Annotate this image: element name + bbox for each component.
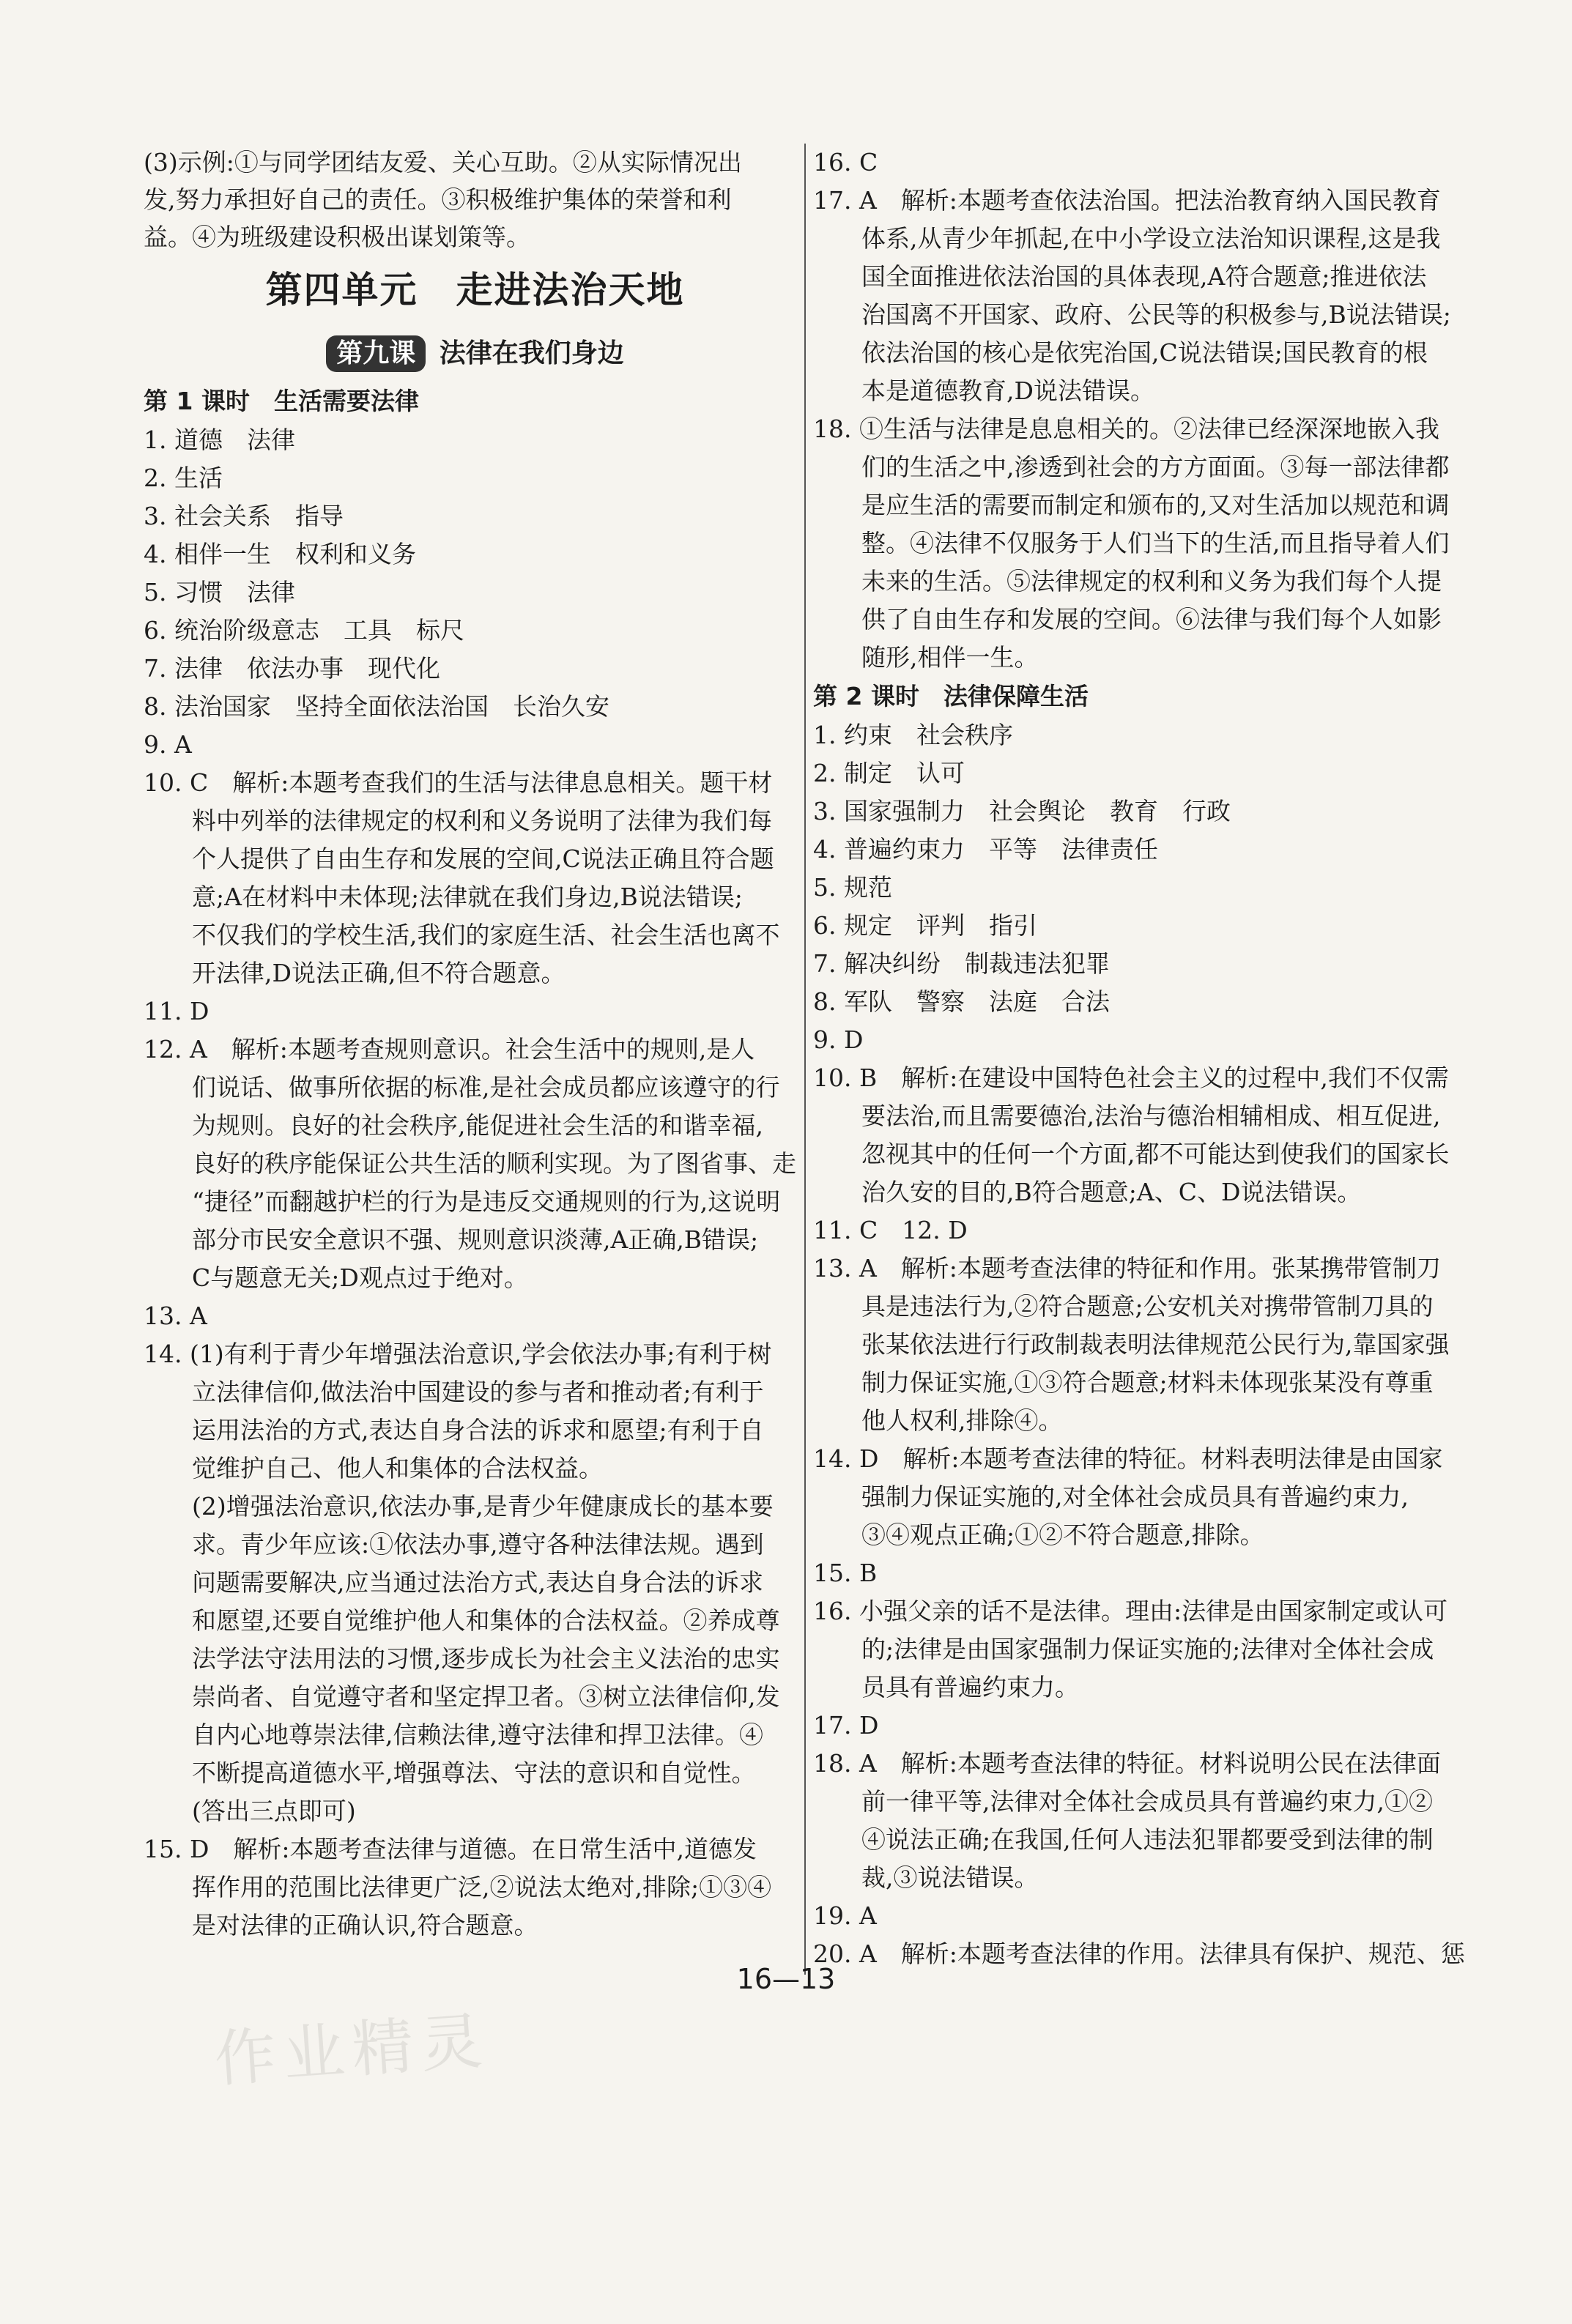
answer-line: 16. 小强父亲的话不是法律。理由:法律是由国家制定或认可 <box>813 1597 1448 1625</box>
answer-line: 的;法律是由国家强制力保证实施的;法律对全体社会成 <box>813 1635 1434 1663</box>
answer-line: 求。青少年应该:①依法办事,遵守各种法律法规。遇到 <box>144 1530 764 1559</box>
answer-line: 法学法守法用法的习惯,逐步成长为社会主义法治的忠实 <box>144 1644 780 1673</box>
watermark: 作业精灵 <box>212 2004 492 2095</box>
answer-line: 9. A <box>144 730 192 759</box>
answer-line: 部分市民安全意识不强、规则意识淡薄,A正确,B错误; <box>144 1225 759 1254</box>
answer-line: 依法治国的核心是依宪治国,C说法错误;国民教育的根 <box>813 338 1428 367</box>
answer-list-left <box>144 421 807 1945</box>
answer-line: 5. 习惯 法律 <box>144 578 295 606</box>
answer-line: 7. 解决纠纷 制裁违法犯罪 <box>813 949 1110 978</box>
answer-list-right-a <box>813 144 1476 677</box>
answer-line: 16. C <box>813 148 878 177</box>
answer-line: 治久安的目的,B符合题意;A、C、D说法错误。 <box>813 1178 1362 1206</box>
answer-line: 15. D 解析:本题考查法律与道德。在日常生活中,道德发 <box>144 1835 757 1863</box>
answer-line: 崇尚者、自觉遵守者和坚定捍卫者。③树立法律信仰,发 <box>144 1682 780 1711</box>
answer-line: (2)增强法治意识,依法办事,是青少年健康成长的基本要 <box>144 1492 774 1521</box>
answer-line: 6. 规定 评判 指引 <box>813 911 1037 940</box>
answer-line: 8. 军队 警察 法庭 合法 <box>813 987 1110 1016</box>
answer-line: 12. A 解析:本题考查规则意识。社会生活中的规则,是人 <box>144 1035 755 1063</box>
answer-line: 员具有普遍约束力。 <box>813 1673 1079 1701</box>
answer-line: ③④观点正确;①②不符合题意,排除。 <box>813 1521 1264 1549</box>
answer-line: 是对法律的正确认识,符合题意。 <box>144 1911 538 1939</box>
answer-list-right-b <box>813 716 1476 1973</box>
answer-line: 开法律,D说法正确,但不符合题意。 <box>144 959 566 987</box>
answer-line: 10. B 解析:在建设中国特色社会主义的过程中,我们不仅需 <box>813 1063 1449 1092</box>
answer-line: 3. 国家强制力 社会舆论 教育 行政 <box>813 797 1231 825</box>
answer-line: 9. D <box>813 1025 864 1054</box>
answer-line: 挥作用的范围比法律更广泛,②说法太绝对,排除;①③④ <box>144 1873 772 1901</box>
answer-line: 意;A在材料中未体现;法律就在我们身边,B说法错误; <box>144 883 743 911</box>
answer-line: 供了自由生存和发展的空间。⑥法律与我们每个人如影 <box>813 605 1442 634</box>
answer-line: 2. 生活 <box>144 464 223 492</box>
intro-answer <box>144 144 807 256</box>
answer-line: 自内心地尊崇法律,信赖法律,遵守法律和捍卫法律。④ <box>144 1720 763 1749</box>
page-number: 16—13 <box>736 1963 836 1995</box>
lesson-title: 法律在我们身边 <box>439 338 624 368</box>
answer-line: 前一律平等,法律对全体社会成员具有普遍约束力,①② <box>813 1787 1433 1816</box>
lesson-heading <box>144 324 807 382</box>
answer-line: 问题需要解决,应当通过法治方式,表达自身合法的诉求 <box>144 1568 763 1597</box>
answer-line: 11. D <box>144 997 210 1025</box>
answer-line: 7. 法律 依法办事 现代化 <box>144 654 440 683</box>
answer-line: 张某依法进行行政制裁表明法律规范公民行为,靠国家强 <box>813 1330 1450 1359</box>
answer-line: 14. D 解析:本题考查法律的特征。材料表明法律是由国家 <box>813 1444 1443 1473</box>
answer-line: 他人权利,排除④。 <box>813 1406 1063 1435</box>
answer-line: (3)示例:①与同学团结友爱、关心互助。②从实际情况出 <box>144 148 742 177</box>
answer-line: 11. C 12. D <box>813 1216 968 1244</box>
answer-line: 20. A 解析:本题考查法律的作用。法律具有保护、规范、惩 <box>813 1939 1465 1968</box>
answer-line: 们说话、做事所依据的标准,是社会成员都应该遵守的行 <box>144 1073 780 1102</box>
left-column <box>144 144 807 1945</box>
answer-line: 是应生活的需要而制定和颁布的,又对生活加以规范和调 <box>813 491 1450 519</box>
answer-line: 制力保证实施,①③符合题意;材料未体现张某没有尊重 <box>813 1368 1434 1397</box>
answer-line: 觉维护自己、他人和集体的合法权益。 <box>144 1454 603 1482</box>
answer-line: 19. A <box>813 1901 877 1930</box>
answer-line: 发,努力承担好自己的责任。③积极维护集体的荣誉和利 <box>144 185 732 214</box>
answer-line: 18. ①生活与法律是息息相关的。②法律已经深深地嵌入我 <box>813 415 1439 443</box>
answer-line: 和愿望,还要自觉维护他人和集体的合法权益。②养成尊 <box>144 1606 780 1635</box>
answer-line: 立法律信仰,做法治中国建设的参与者和推动者;有利于 <box>144 1378 764 1406</box>
answer-line: (答出三点即可) <box>144 1797 356 1825</box>
answer-line: 5. 规范 <box>813 873 892 902</box>
answer-line: 未来的生活。⑤法律规定的权利和义务为我们每个人提 <box>813 567 1442 595</box>
answer-line: 裁,③说法错误。 <box>813 1863 1039 1892</box>
answer-line: 17. D <box>813 1711 879 1740</box>
answer-line: 为规则。良好的社会秩序,能促进社会生活的和谐幸福, <box>144 1111 763 1140</box>
answer-line: 13. A 解析:本题考查法律的特征和作用。张某携带管制刀 <box>813 1254 1441 1282</box>
answer-line: 14. (1)有利于青少年增强法治意识,学会依法办事;有利于树 <box>144 1340 772 1368</box>
answer-line: 个人提供了自由生存和发展的空间,C说法正确且符合题 <box>144 844 774 873</box>
answer-line: 治国离不开国家、政府、公民等的积极参与,B说法错误; <box>813 300 1451 329</box>
column-divider <box>804 144 806 1975</box>
answer-line: 4. 普遍约束力 平等 法律责任 <box>813 835 1158 864</box>
answer-line: 本是道德教育,D说法错误。 <box>813 376 1154 405</box>
answer-line: 们的生活之中,渗透到社会的方方面面。③每一部法律都 <box>813 453 1450 481</box>
answer-line: 运用法治的方式,表达自身合法的诉求和愿望;有利于自 <box>144 1416 764 1444</box>
answer-line: 不断提高道德水平,增强尊法、守法的意识和自觉性。 <box>144 1759 756 1787</box>
answer-line: 益。④为班级建设积极出谋划策等。 <box>144 223 530 251</box>
answer-line: 10. C 解析:本题考查我们的生活与法律息息相关。题干材 <box>144 768 773 797</box>
answer-line: 料中列举的法律规定的权利和义务说明了法律为我们每 <box>144 806 772 835</box>
answer-line: 17. A 解析:本题考查依法治国。把法治教育纳入国民教育 <box>813 186 1441 215</box>
answer-line: 18. A 解析:本题考查法律的特征。材料说明公民在法律面 <box>813 1749 1441 1778</box>
answer-line: 不仅我们的学校生活,我们的家庭生活、社会生活也离不 <box>144 921 780 949</box>
answer-line: 13. A <box>144 1302 207 1330</box>
answer-line: 具是违法行为,②符合题意;公安机关对携带管制刀具的 <box>813 1292 1434 1321</box>
answer-line: C与题意无关;D观点过于绝对。 <box>144 1263 528 1292</box>
unit-title: 第四单元 走进法治天地 <box>265 269 685 311</box>
answer-line: 15. B <box>813 1559 878 1587</box>
section-title-2: 第 2 课时 法律保障生活 <box>813 682 1089 710</box>
answer-line: 1. 道德 法律 <box>144 426 295 454</box>
answer-line: 3. 社会关系 指导 <box>144 502 344 530</box>
answer-line: ④说法正确;在我国,任何人违法犯罪都要受到法律的制 <box>813 1825 1434 1854</box>
section-title-1: 第 1 课时 生活需要法律 <box>144 387 419 415</box>
answer-line: 6. 统治阶级意志 工具 标尺 <box>144 616 464 645</box>
answer-line: 整。④法律不仅服务于人们当下的生活,而且指导着人们 <box>813 529 1450 557</box>
answer-line: 体系,从青少年抓起,在中小学设立法治知识课程,这是我 <box>813 224 1441 253</box>
answer-line: 忽视其中的任何一个方面,都不可能达到使我们的国家长 <box>813 1140 1450 1168</box>
answer-line: 国全面推进依法治国的具体表现,A符合题意;推进依法 <box>813 262 1427 291</box>
right-column <box>813 144 1476 1973</box>
lesson-badge: 第九课 <box>326 335 426 372</box>
answer-line: 2. 制定 认可 <box>813 759 965 787</box>
answer-line: 1. 约束 社会秩序 <box>813 721 1013 749</box>
answer-line: 良好的秩序能保证公共生活的顺利实现。为了图省事、走 <box>144 1149 796 1178</box>
answer-line: 随形,相伴一生。 <box>813 643 1039 672</box>
answer-line: 8. 法治国家 坚持全面依法治国 长治久安 <box>144 692 609 721</box>
answer-line: 强制力保证实施的,对全体社会成员具有普遍约束力, <box>813 1482 1409 1511</box>
answer-line: 4. 相伴一生 权利和义务 <box>144 540 416 568</box>
answer-line: “捷径”而翻越护栏的行为是违反交通规则的行为,这说明 <box>144 1187 781 1216</box>
answer-line: 要法治,而且需要德治,法治与德治相辅相成、相互促进, <box>813 1102 1441 1130</box>
